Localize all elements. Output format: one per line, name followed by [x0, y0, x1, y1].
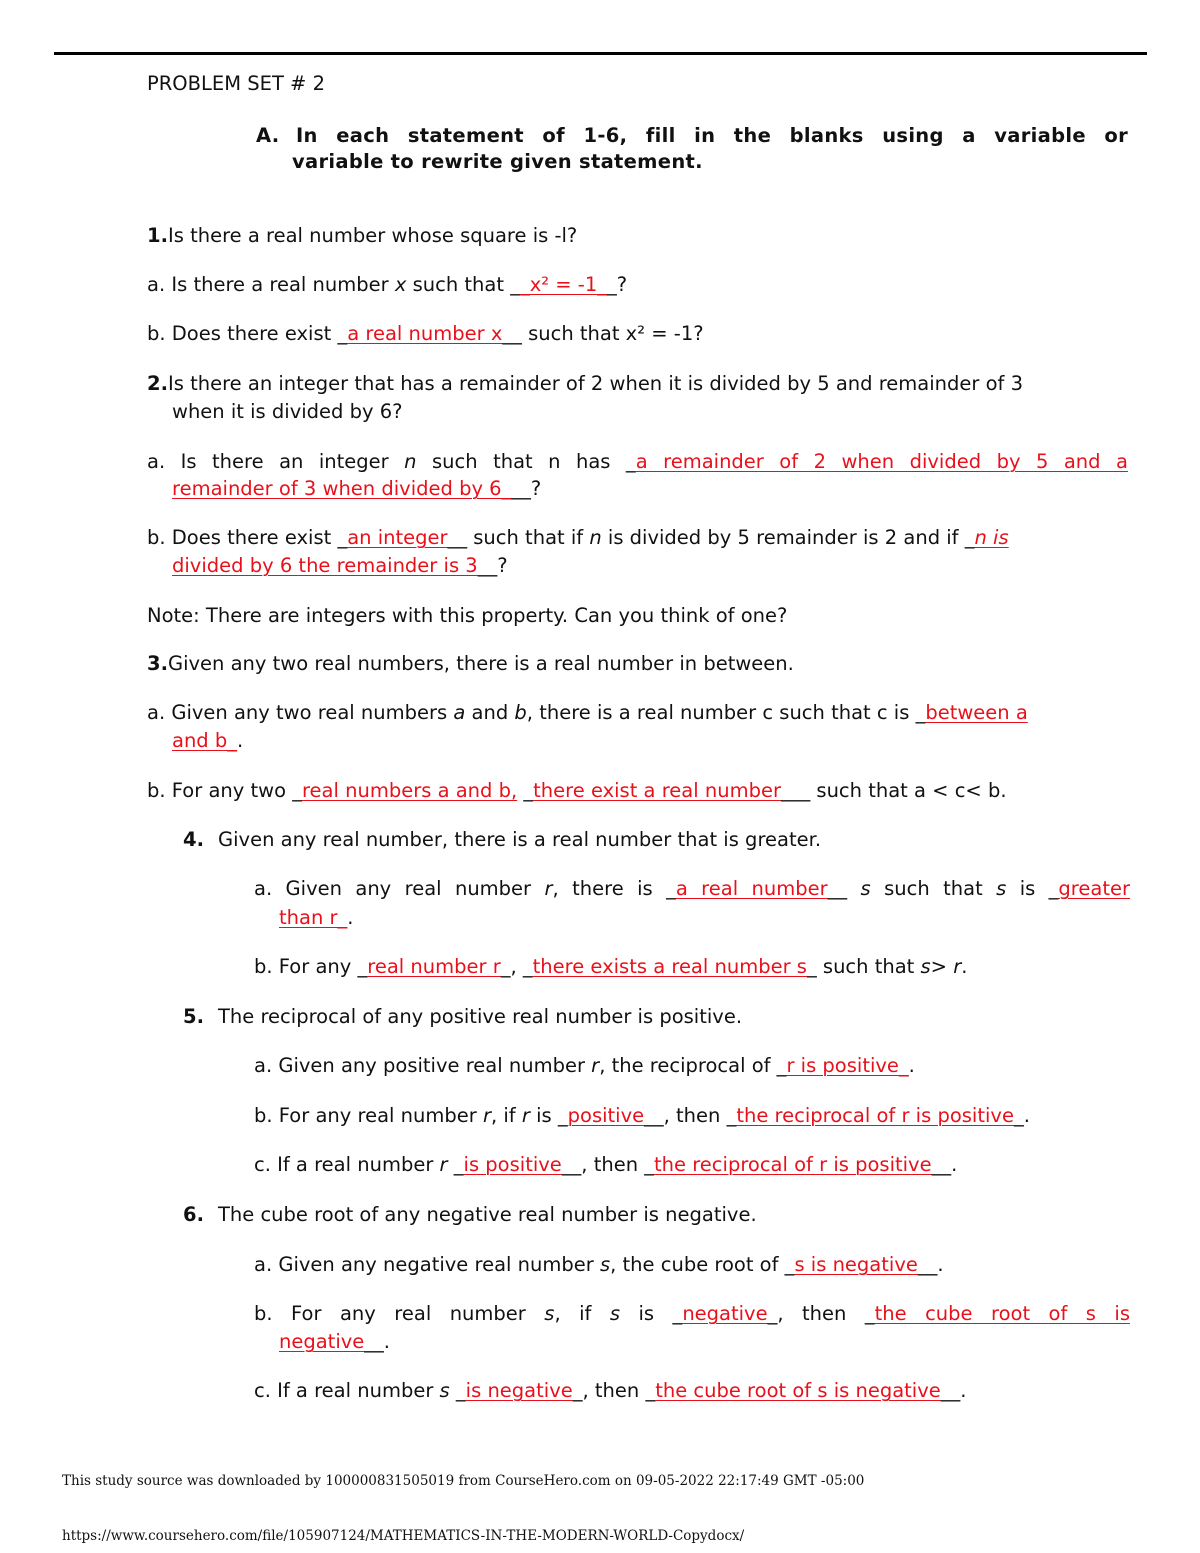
note: Note: There are integers with this property. Can you think of one? — [147, 604, 788, 627]
question-number: 6. — [183, 1203, 204, 1226]
text: _, then _ — [572, 1379, 656, 1402]
question-1b — [147, 320, 704, 348]
answer-blank: the cube root of s is negative — [655, 1379, 941, 1402]
question-text: Given any two real numbers, there is a real number in between. — [167, 652, 794, 675]
text: _ such that — [806, 955, 921, 978]
variable: s> r — [920, 955, 962, 978]
question-6c — [254, 1377, 966, 1405]
question-3a — [147, 699, 1028, 727]
text: b. For any _ — [254, 955, 368, 978]
answer-blank: a real number — [675, 877, 828, 900]
text: is _ — [529, 1104, 568, 1127]
question-number: 1. — [147, 224, 168, 247]
text: c. If a real number — [254, 1153, 440, 1176]
text: __ such that if — [447, 526, 590, 549]
question-3 — [147, 650, 794, 678]
question-1 — [147, 222, 577, 250]
text: _ — [517, 779, 534, 802]
variable: r — [544, 877, 553, 900]
text: a. Is there an integer — [147, 450, 405, 473]
variable: a — [453, 701, 466, 724]
section-a-instruction-line1: In each statement of 1-6, fill in the blanks using a variable or — [296, 124, 1128, 147]
question-5a — [254, 1052, 915, 1080]
answer-blank: remainder of 3 when divided by 6_ — [172, 477, 512, 500]
answer-blank: is positive — [463, 1153, 562, 1176]
answer-blank: n is — [974, 526, 1009, 549]
answer-blank: than r_ — [279, 906, 348, 929]
variable: r — [439, 1153, 448, 1176]
variable: r — [521, 1104, 530, 1127]
text: a. Given any positive real number — [254, 1054, 592, 1077]
text: b. Does there exist _ — [147, 526, 348, 549]
text: __, then _ — [644, 1104, 737, 1127]
text: _. — [1013, 1104, 1030, 1127]
question-6b-cont — [279, 1328, 390, 1356]
question-text: The reciprocal of any positive real number is positive. — [218, 1005, 743, 1028]
question-number: 3. — [147, 652, 168, 675]
text: b. For any two _ — [147, 779, 302, 802]
variable: s — [544, 1302, 555, 1325]
text: is _ — [620, 1302, 683, 1325]
question-3a-cont — [172, 727, 243, 755]
question-2a-cont — [172, 475, 541, 503]
text: __, then _ — [561, 1153, 655, 1176]
page-title: PROBLEM SET # 2 — [147, 72, 325, 95]
variable: r — [591, 1054, 600, 1077]
answer-blank: there exist a real number — [533, 779, 781, 802]
question-2b — [147, 524, 1009, 552]
answer-blank: and b_ — [172, 729, 238, 752]
variable: r — [482, 1104, 491, 1127]
section-a-instruction-line2: variable to rewrite given statement. — [292, 150, 703, 173]
question-4b — [254, 953, 967, 981]
text: __. — [917, 1253, 944, 1276]
text: such that — [870, 877, 997, 900]
variable: b — [514, 701, 527, 724]
text: a. Given any two real numbers — [147, 701, 454, 724]
text: and — [465, 701, 515, 724]
text: __? — [511, 477, 542, 500]
variable: n — [589, 526, 602, 549]
question-3b — [147, 777, 1007, 805]
answer-blank: r is positive_ — [786, 1054, 909, 1077]
question-text: Given any real number, there is a real number that is greater. — [218, 828, 822, 851]
answer-blank: divided by 6 the remainder is 3 — [172, 554, 478, 577]
question-5b — [254, 1102, 1030, 1130]
section-a-marker: A. — [256, 124, 280, 147]
answer-blank: _x² = -1_ — [519, 273, 607, 296]
answer-blank: is negative — [465, 1379, 573, 1402]
question-6b — [254, 1300, 1130, 1328]
question-4a-cont — [279, 904, 353, 932]
text: a. Given any real number — [254, 877, 545, 900]
text: b. For any real number — [254, 1104, 483, 1127]
question-4 — [183, 826, 204, 854]
text: b. For any real number — [254, 1302, 545, 1325]
question-text: Is there an integer that has a remainder of 2 when it is divided by 5 and remainder of 3 — [167, 372, 1024, 395]
text: a. Is there a real number — [147, 273, 395, 296]
answer-blank: real numbers a and b, — [301, 779, 518, 802]
answer-blank: the reciprocal of r is positive — [654, 1153, 932, 1176]
answer-blank: negative — [682, 1302, 768, 1325]
question-number: 2. — [147, 372, 168, 395]
text: , the cube root of _ — [610, 1253, 795, 1276]
text: , there is a real number c such that c is _ — [526, 701, 926, 724]
text: __. — [364, 1330, 390, 1353]
source-url-link[interactable]: https://www.coursehero.com/file/105907124/MATHEMATICS-IN-THE-MODERN-WORLD-Copydocx/ — [62, 1528, 745, 1544]
text: is _ — [1006, 877, 1059, 900]
question-number: 5. — [183, 1005, 204, 1028]
text: __. — [940, 1379, 967, 1402]
question-text: The cube root of any negative real number is negative. — [218, 1203, 757, 1226]
question-5 — [183, 1003, 204, 1031]
variable: n — [404, 450, 417, 473]
text: c. If a real number — [254, 1379, 440, 1402]
text: _ — [447, 1153, 464, 1176]
text: b. Does there exist _ — [147, 322, 348, 345]
question-text: Is there a real number whose square is -l? — [167, 224, 578, 247]
text: , if — [490, 1104, 522, 1127]
text: __. — [931, 1153, 958, 1176]
question-2-cont: when it is divided by 6? — [172, 400, 403, 423]
variable: s — [996, 877, 1007, 900]
question-2b-cont — [172, 552, 508, 580]
text: ___ such that a < c< b. — [780, 779, 1007, 802]
variable: s — [439, 1379, 450, 1402]
question-1a — [147, 271, 627, 299]
text: _, then _ — [767, 1302, 875, 1325]
text: _, _ — [500, 955, 533, 978]
variable: x — [394, 273, 407, 296]
answer-blank: the reciprocal of r is positive — [736, 1104, 1014, 1127]
question-6 — [183, 1201, 204, 1229]
variable: s — [860, 877, 871, 900]
answer-blank: real number r — [367, 955, 501, 978]
text: , the reciprocal of _ — [599, 1054, 787, 1077]
text: __ — [827, 877, 861, 900]
text: , if — [554, 1302, 610, 1325]
question-2 — [147, 370, 1023, 398]
text: a. Given any negative real number — [254, 1253, 600, 1276]
answer-blank: positive — [567, 1104, 645, 1127]
answer-blank: greater — [1058, 877, 1130, 900]
question-number: 4. — [183, 828, 204, 851]
question-4a — [254, 875, 1130, 903]
answer-blank: there exists a real number s — [532, 955, 807, 978]
variable: s — [609, 1302, 621, 1325]
text: . — [908, 1054, 915, 1077]
answer-blank: s is negative — [794, 1253, 918, 1276]
variable: s — [599, 1253, 611, 1276]
question-5c — [254, 1151, 957, 1179]
text: is divided by 5 remainder is 2 and if _ — [601, 526, 975, 549]
answer-blank: the cube root of s is — [874, 1302, 1131, 1325]
text: __? — [477, 554, 508, 577]
text: such that _ — [406, 273, 520, 296]
top-rule — [54, 52, 1147, 55]
text: . — [347, 906, 354, 929]
text: _ — [449, 1379, 466, 1402]
text: _? — [607, 273, 628, 296]
text: __ such that x² = -1? — [502, 322, 704, 345]
question-6a — [254, 1251, 944, 1279]
answer-blank: a remainder of 2 when divided by 5 and a — [635, 450, 1128, 473]
text: such that n has _ — [416, 450, 636, 473]
download-notice: This study source was downloaded by 100000831505019 from CourseHero.com on 09-05-2022 22:17:49 GMT -05:00 — [62, 1473, 865, 1489]
text: . — [237, 729, 244, 752]
answer-blank: negative — [279, 1330, 365, 1353]
answer-blank: between a — [925, 701, 1028, 724]
question-2a — [147, 448, 1128, 476]
text: , there is _ — [552, 877, 676, 900]
answer-blank: a real number x — [347, 322, 503, 345]
answer-blank: an integer — [347, 526, 448, 549]
text: . — [961, 955, 968, 978]
